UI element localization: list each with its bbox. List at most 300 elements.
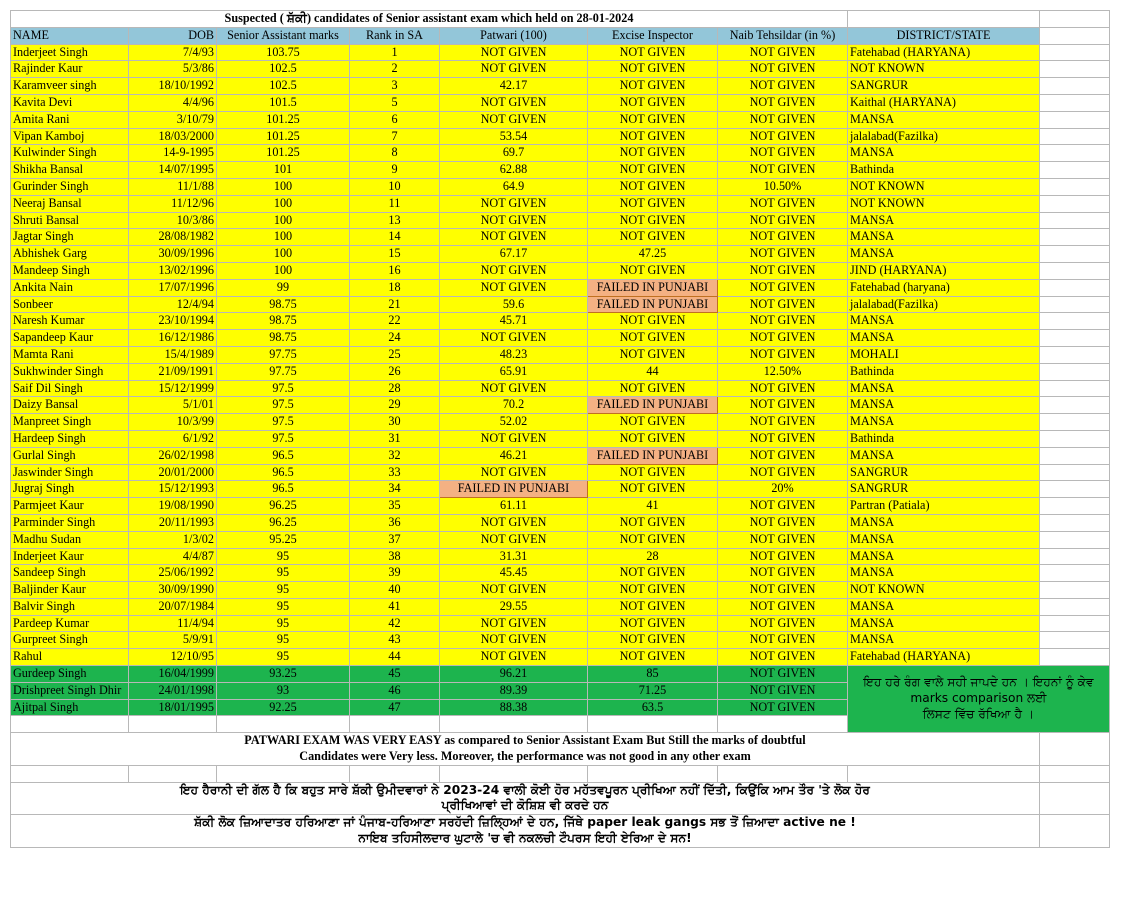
- empty-cell[interactable]: [1040, 162, 1110, 179]
- cell-rank[interactable]: 35: [350, 498, 440, 515]
- cell-district[interactable]: MANSA: [848, 632, 1040, 649]
- header-patwari[interactable]: Patwari (100): [440, 27, 588, 44]
- cell-rank[interactable]: 33: [350, 464, 440, 481]
- cell-name[interactable]: Sonbeer: [11, 296, 129, 313]
- empty-cell[interactable]: [440, 716, 588, 733]
- cell-rank[interactable]: 46: [350, 682, 440, 699]
- cell-excise[interactable]: NOT GIVEN: [588, 632, 718, 649]
- cell-name[interactable]: Jugraj Singh: [11, 481, 129, 498]
- cell-patwari[interactable]: NOT GIVEN: [440, 111, 588, 128]
- cell-sa-marks[interactable]: 95: [217, 615, 350, 632]
- header-excise[interactable]: Excise Inspector: [588, 27, 718, 44]
- cell-rank[interactable]: 11: [350, 195, 440, 212]
- empty-cell[interactable]: [1040, 44, 1110, 61]
- cell-district[interactable]: MANSA: [848, 111, 1040, 128]
- cell-name[interactable]: Ajitpal Singh: [11, 699, 129, 716]
- cell-naib-tehsildar[interactable]: 10.50%: [718, 178, 848, 195]
- cell-district[interactable]: Partran (Patiala): [848, 498, 1040, 515]
- cell-patwari[interactable]: NOT GIVEN: [440, 582, 588, 599]
- empty-cell[interactable]: [718, 716, 848, 733]
- empty-cell[interactable]: [129, 716, 217, 733]
- cell-rank[interactable]: 43: [350, 632, 440, 649]
- cell-naib-tehsildar[interactable]: NOT GIVEN: [718, 246, 848, 263]
- empty-cell[interactable]: [1040, 548, 1110, 565]
- cell-name[interactable]: Shruti Bansal: [11, 212, 129, 229]
- cell-patwari[interactable]: 65.91: [440, 363, 588, 380]
- cell-sa-marks[interactable]: 100: [217, 246, 350, 263]
- cell-sa-marks[interactable]: 101.25: [217, 128, 350, 145]
- cell-name[interactable]: Parminder Singh: [11, 514, 129, 531]
- cell-patwari[interactable]: NOT GIVEN: [440, 430, 588, 447]
- cell-sa-marks[interactable]: 97.75: [217, 346, 350, 363]
- header-sa-marks[interactable]: Senior Assistant marks: [217, 27, 350, 44]
- cell-district[interactable]: MANSA: [848, 313, 1040, 330]
- empty-cell[interactable]: [848, 765, 1040, 782]
- cell-rank[interactable]: 29: [350, 397, 440, 414]
- cell-rank[interactable]: 22: [350, 313, 440, 330]
- header-dob[interactable]: DOB: [129, 27, 217, 44]
- cell-district[interactable]: SANGRUR: [848, 481, 1040, 498]
- cell-naib-tehsildar[interactable]: NOT GIVEN: [718, 195, 848, 212]
- cell-patwari[interactable]: 46.21: [440, 447, 588, 464]
- cell-patwari[interactable]: 52.02: [440, 414, 588, 431]
- cell-district[interactable]: Fatehabad (HARYANA): [848, 649, 1040, 666]
- cell-dob[interactable]: 30/09/1990: [129, 582, 217, 599]
- cell-rank[interactable]: 13: [350, 212, 440, 229]
- cell-excise[interactable]: NOT GIVEN: [588, 330, 718, 347]
- empty-cell[interactable]: [1040, 296, 1110, 313]
- cell-dob[interactable]: 18/01/1995: [129, 699, 217, 716]
- cell-district[interactable]: NOT KNOWN: [848, 178, 1040, 195]
- cell-dob[interactable]: 12/4/94: [129, 296, 217, 313]
- cell-naib-tehsildar[interactable]: NOT GIVEN: [718, 145, 848, 162]
- cell-sa-marks[interactable]: 98.75: [217, 330, 350, 347]
- cell-sa-marks[interactable]: 99: [217, 279, 350, 296]
- cell-patwari[interactable]: NOT GIVEN: [440, 279, 588, 296]
- cell-district[interactable]: jalalabad(Fazilka): [848, 128, 1040, 145]
- empty-cell[interactable]: [1040, 464, 1110, 481]
- cell-name[interactable]: Gurdeep Singh: [11, 666, 129, 683]
- header-name[interactable]: NAME: [11, 27, 129, 44]
- cell-rank[interactable]: 5: [350, 94, 440, 111]
- cell-sa-marks[interactable]: 95: [217, 582, 350, 599]
- cell-name[interactable]: Hardeep Singh: [11, 430, 129, 447]
- cell-dob[interactable]: 11/1/88: [129, 178, 217, 195]
- cell-dob[interactable]: 7/4/93: [129, 44, 217, 61]
- cell-sa-marks[interactable]: 100: [217, 212, 350, 229]
- cell-district[interactable]: MANSA: [848, 615, 1040, 632]
- empty-cell[interactable]: [350, 716, 440, 733]
- cell-sa-marks[interactable]: 97.5: [217, 414, 350, 431]
- cell-patwari[interactable]: 45.45: [440, 565, 588, 582]
- cell-name[interactable]: Madhu Sudan: [11, 531, 129, 548]
- empty-cell[interactable]: [1040, 27, 1110, 44]
- cell-naib-tehsildar[interactable]: NOT GIVEN: [718, 279, 848, 296]
- cell-excise[interactable]: 71.25: [588, 682, 718, 699]
- cell-sa-marks[interactable]: 96.5: [217, 481, 350, 498]
- cell-rank[interactable]: 36: [350, 514, 440, 531]
- cell-dob[interactable]: 15/4/1989: [129, 346, 217, 363]
- cell-sa-marks[interactable]: 95: [217, 565, 350, 582]
- cell-district[interactable]: JIND (HARYANA): [848, 262, 1040, 279]
- cell-name[interactable]: Balvir Singh: [11, 598, 129, 615]
- cell-naib-tehsildar[interactable]: NOT GIVEN: [718, 330, 848, 347]
- cell-rank[interactable]: 25: [350, 346, 440, 363]
- cell-naib-tehsildar[interactable]: NOT GIVEN: [718, 94, 848, 111]
- empty-cell[interactable]: [440, 765, 588, 782]
- empty-cell[interactable]: [217, 765, 350, 782]
- cell-name[interactable]: Kavita Devi: [11, 94, 129, 111]
- cell-naib-tehsildar[interactable]: NOT GIVEN: [718, 498, 848, 515]
- cell-rank[interactable]: 26: [350, 363, 440, 380]
- cell-excise[interactable]: NOT GIVEN: [588, 649, 718, 666]
- empty-cell[interactable]: [1040, 514, 1110, 531]
- cell-patwari[interactable]: 48.23: [440, 346, 588, 363]
- cell-naib-tehsildar[interactable]: NOT GIVEN: [718, 380, 848, 397]
- cell-name[interactable]: Neeraj Bansal: [11, 195, 129, 212]
- empty-cell[interactable]: [1040, 11, 1110, 28]
- cell-naib-tehsildar[interactable]: NOT GIVEN: [718, 682, 848, 699]
- cell-sa-marks[interactable]: 96.5: [217, 447, 350, 464]
- cell-dob[interactable]: 16/12/1986: [129, 330, 217, 347]
- cell-district[interactable]: MANSA: [848, 246, 1040, 263]
- cell-district[interactable]: Bathinda: [848, 363, 1040, 380]
- cell-excise[interactable]: NOT GIVEN: [588, 313, 718, 330]
- cell-naib-tehsildar[interactable]: NOT GIVEN: [718, 598, 848, 615]
- cell-patwari[interactable]: 70.2: [440, 397, 588, 414]
- cell-dob[interactable]: 6/1/92: [129, 430, 217, 447]
- empty-cell[interactable]: [1040, 582, 1110, 599]
- empty-cell[interactable]: [1040, 815, 1110, 848]
- cell-name[interactable]: Karamveer singh: [11, 78, 129, 95]
- cell-patwari[interactable]: NOT GIVEN: [440, 649, 588, 666]
- empty-cell[interactable]: [1040, 430, 1110, 447]
- cell-naib-tehsildar[interactable]: NOT GIVEN: [718, 296, 848, 313]
- empty-cell[interactable]: [1040, 531, 1110, 548]
- cell-patwari[interactable]: 45.71: [440, 313, 588, 330]
- cell-name[interactable]: Rahul: [11, 649, 129, 666]
- cell-dob[interactable]: 19/08/1990: [129, 498, 217, 515]
- empty-cell[interactable]: [1040, 632, 1110, 649]
- cell-sa-marks[interactable]: 97.5: [217, 380, 350, 397]
- cell-naib-tehsildar[interactable]: NOT GIVEN: [718, 582, 848, 599]
- empty-cell[interactable]: [588, 716, 718, 733]
- cell-naib-tehsildar[interactable]: NOT GIVEN: [718, 514, 848, 531]
- cell-naib-tehsildar[interactable]: NOT GIVEN: [718, 78, 848, 95]
- cell-rank[interactable]: 45: [350, 666, 440, 683]
- cell-sa-marks[interactable]: 101.25: [217, 145, 350, 162]
- cell-rank[interactable]: 38: [350, 548, 440, 565]
- cell-dob[interactable]: 17/07/1996: [129, 279, 217, 296]
- cell-rank[interactable]: 39: [350, 565, 440, 582]
- cell-patwari[interactable]: 31.31: [440, 548, 588, 565]
- cell-sa-marks[interactable]: 96.25: [217, 514, 350, 531]
- cell-naib-tehsildar[interactable]: NOT GIVEN: [718, 414, 848, 431]
- cell-rank[interactable]: 44: [350, 649, 440, 666]
- empty-cell[interactable]: [1040, 397, 1110, 414]
- cell-district[interactable]: MANSA: [848, 548, 1040, 565]
- cell-name[interactable]: Mamta Rani: [11, 346, 129, 363]
- cell-dob[interactable]: 4/4/87: [129, 548, 217, 565]
- cell-patwari[interactable]: 88.38: [440, 699, 588, 716]
- empty-cell[interactable]: [1040, 615, 1110, 632]
- empty-cell[interactable]: [1040, 61, 1110, 78]
- cell-district[interactable]: MANSA: [848, 598, 1040, 615]
- cell-sa-marks[interactable]: 95: [217, 632, 350, 649]
- cell-district[interactable]: MANSA: [848, 514, 1040, 531]
- cell-district[interactable]: MANSA: [848, 447, 1040, 464]
- cell-patwari[interactable]: NOT GIVEN: [440, 632, 588, 649]
- cell-name[interactable]: Naresh Kumar: [11, 313, 129, 330]
- empty-cell[interactable]: [1040, 380, 1110, 397]
- cell-rank[interactable]: 14: [350, 229, 440, 246]
- cell-excise[interactable]: 85: [588, 666, 718, 683]
- header-naib-tehsildar[interactable]: Naib Tehsildar (in %): [718, 27, 848, 44]
- cell-excise[interactable]: NOT GIVEN: [588, 346, 718, 363]
- cell-dob[interactable]: 20/07/1984: [129, 598, 217, 615]
- cell-patwari[interactable]: 42.17: [440, 78, 588, 95]
- cell-excise[interactable]: NOT GIVEN: [588, 414, 718, 431]
- cell-excise[interactable]: FAILED IN PUNJABI: [588, 296, 718, 313]
- cell-patwari[interactable]: 96.21: [440, 666, 588, 683]
- cell-sa-marks[interactable]: 100: [217, 178, 350, 195]
- cell-sa-marks[interactable]: 100: [217, 262, 350, 279]
- cell-excise[interactable]: NOT GIVEN: [588, 195, 718, 212]
- cell-district[interactable]: MANSA: [848, 212, 1040, 229]
- cell-patwari[interactable]: NOT GIVEN: [440, 464, 588, 481]
- cell-district[interactable]: Bathinda: [848, 162, 1040, 179]
- cell-dob[interactable]: 25/06/1992: [129, 565, 217, 582]
- cell-patwari[interactable]: 62.88: [440, 162, 588, 179]
- cell-excise[interactable]: NOT GIVEN: [588, 481, 718, 498]
- cell-excise[interactable]: NOT GIVEN: [588, 94, 718, 111]
- cell-dob[interactable]: 1/3/02: [129, 531, 217, 548]
- cell-district[interactable]: NOT KNOWN: [848, 582, 1040, 599]
- cell-dob[interactable]: 18/10/1992: [129, 78, 217, 95]
- cell-rank[interactable]: 2: [350, 61, 440, 78]
- cell-name[interactable]: Daizy Bansal: [11, 397, 129, 414]
- cell-name[interactable]: Sandeep Singh: [11, 565, 129, 582]
- cell-name[interactable]: Jagtar Singh: [11, 229, 129, 246]
- cell-sa-marks[interactable]: 95.25: [217, 531, 350, 548]
- empty-cell[interactable]: [1040, 212, 1110, 229]
- cell-patwari[interactable]: NOT GIVEN: [440, 94, 588, 111]
- cell-excise[interactable]: NOT GIVEN: [588, 582, 718, 599]
- cell-patwari[interactable]: 67.17: [440, 246, 588, 263]
- cell-excise[interactable]: NOT GIVEN: [588, 61, 718, 78]
- cell-sa-marks[interactable]: 98.75: [217, 296, 350, 313]
- cell-excise[interactable]: NOT GIVEN: [588, 380, 718, 397]
- cell-naib-tehsildar[interactable]: NOT GIVEN: [718, 262, 848, 279]
- empty-cell[interactable]: [588, 765, 718, 782]
- empty-cell[interactable]: [1040, 565, 1110, 582]
- cell-district[interactable]: MANSA: [848, 229, 1040, 246]
- cell-dob[interactable]: 18/03/2000: [129, 128, 217, 145]
- cell-dob[interactable]: 26/02/1998: [129, 447, 217, 464]
- cell-name[interactable]: Drishpreet Singh Dhir: [11, 682, 129, 699]
- cell-sa-marks[interactable]: 95: [217, 598, 350, 615]
- cell-excise[interactable]: 44: [588, 363, 718, 380]
- cell-sa-marks[interactable]: 96.25: [217, 498, 350, 515]
- cell-name[interactable]: Saif Dil Singh: [11, 380, 129, 397]
- cell-patwari[interactable]: 53.54: [440, 128, 588, 145]
- cell-rank[interactable]: 42: [350, 615, 440, 632]
- empty-cell[interactable]: [1040, 733, 1110, 766]
- cell-sa-marks[interactable]: 96.5: [217, 464, 350, 481]
- cell-district[interactable]: MANSA: [848, 380, 1040, 397]
- cell-rank[interactable]: 7: [350, 128, 440, 145]
- cell-district[interactable]: MANSA: [848, 397, 1040, 414]
- cell-dob[interactable]: 16/04/1999: [129, 666, 217, 683]
- cell-dob[interactable]: 15/12/1993: [129, 481, 217, 498]
- cell-sa-marks[interactable]: 93.25: [217, 666, 350, 683]
- cell-excise[interactable]: NOT GIVEN: [588, 531, 718, 548]
- cell-excise[interactable]: 28: [588, 548, 718, 565]
- cell-dob[interactable]: 28/08/1982: [129, 229, 217, 246]
- cell-rank[interactable]: 6: [350, 111, 440, 128]
- cell-excise[interactable]: FAILED IN PUNJABI: [588, 397, 718, 414]
- empty-cell[interactable]: [1040, 649, 1110, 666]
- cell-dob[interactable]: 5/9/91: [129, 632, 217, 649]
- cell-excise[interactable]: NOT GIVEN: [588, 430, 718, 447]
- cell-sa-marks[interactable]: 92.25: [217, 699, 350, 716]
- empty-cell[interactable]: [1040, 346, 1110, 363]
- cell-sa-marks[interactable]: 97.5: [217, 397, 350, 414]
- empty-cell[interactable]: [350, 765, 440, 782]
- empty-cell[interactable]: [1040, 313, 1110, 330]
- empty-cell[interactable]: [1040, 246, 1110, 263]
- cell-district[interactable]: NOT KNOWN: [848, 195, 1040, 212]
- cell-sa-marks[interactable]: 97.5: [217, 430, 350, 447]
- empty-cell[interactable]: [11, 765, 129, 782]
- cell-rank[interactable]: 16: [350, 262, 440, 279]
- empty-cell[interactable]: [11, 716, 129, 733]
- cell-excise[interactable]: NOT GIVEN: [588, 111, 718, 128]
- cell-rank[interactable]: 15: [350, 246, 440, 263]
- cell-sa-marks[interactable]: 97.75: [217, 363, 350, 380]
- cell-district[interactable]: Fatehabad (HARYANA): [848, 44, 1040, 61]
- cell-naib-tehsildar[interactable]: NOT GIVEN: [718, 632, 848, 649]
- cell-name[interactable]: Mandeep Singh: [11, 262, 129, 279]
- cell-district[interactable]: SANGRUR: [848, 78, 1040, 95]
- cell-patwari[interactable]: NOT GIVEN: [440, 531, 588, 548]
- cell-naib-tehsildar[interactable]: NOT GIVEN: [718, 548, 848, 565]
- cell-dob[interactable]: 23/10/1994: [129, 313, 217, 330]
- cell-naib-tehsildar[interactable]: NOT GIVEN: [718, 666, 848, 683]
- cell-patwari[interactable]: NOT GIVEN: [440, 195, 588, 212]
- cell-patwari[interactable]: NOT GIVEN: [440, 229, 588, 246]
- cell-excise[interactable]: NOT GIVEN: [588, 145, 718, 162]
- cell-district[interactable]: MANSA: [848, 531, 1040, 548]
- cell-sa-marks[interactable]: 95: [217, 649, 350, 666]
- cell-excise[interactable]: NOT GIVEN: [588, 615, 718, 632]
- cell-excise[interactable]: NOT GIVEN: [588, 162, 718, 179]
- cell-dob[interactable]: 5/1/01: [129, 397, 217, 414]
- cell-naib-tehsildar[interactable]: NOT GIVEN: [718, 464, 848, 481]
- cell-sa-marks[interactable]: 101.25: [217, 111, 350, 128]
- cell-rank[interactable]: 34: [350, 481, 440, 498]
- cell-district[interactable]: Bathinda: [848, 430, 1040, 447]
- cell-rank[interactable]: 21: [350, 296, 440, 313]
- empty-cell[interactable]: [1040, 330, 1110, 347]
- empty-cell[interactable]: [1040, 94, 1110, 111]
- empty-cell[interactable]: [1040, 128, 1110, 145]
- cell-dob[interactable]: 5/3/86: [129, 61, 217, 78]
- cell-name[interactable]: Parmjeet Kaur: [11, 498, 129, 515]
- cell-naib-tehsildar[interactable]: NOT GIVEN: [718, 346, 848, 363]
- cell-dob[interactable]: 11/12/96: [129, 195, 217, 212]
- cell-naib-tehsildar[interactable]: NOT GIVEN: [718, 430, 848, 447]
- cell-name[interactable]: Inderjeet Kaur: [11, 548, 129, 565]
- cell-patwari[interactable]: 61.11: [440, 498, 588, 515]
- cell-sa-marks[interactable]: 95: [217, 548, 350, 565]
- empty-cell[interactable]: [1040, 765, 1110, 782]
- cell-name[interactable]: Inderjeet Singh: [11, 44, 129, 61]
- cell-naib-tehsildar[interactable]: NOT GIVEN: [718, 229, 848, 246]
- cell-sa-marks[interactable]: 100: [217, 195, 350, 212]
- cell-excise[interactable]: NOT GIVEN: [588, 78, 718, 95]
- cell-dob[interactable]: 12/10/95: [129, 649, 217, 666]
- empty-cell[interactable]: [1040, 447, 1110, 464]
- cell-naib-tehsildar[interactable]: NOT GIVEN: [718, 699, 848, 716]
- cell-district[interactable]: MANSA: [848, 330, 1040, 347]
- cell-dob[interactable]: 14-9-1995: [129, 145, 217, 162]
- header-rank[interactable]: Rank in SA: [350, 27, 440, 44]
- cell-excise[interactable]: NOT GIVEN: [588, 128, 718, 145]
- cell-naib-tehsildar[interactable]: NOT GIVEN: [718, 531, 848, 548]
- cell-naib-tehsildar[interactable]: 12.50%: [718, 363, 848, 380]
- cell-name[interactable]: Abhishek Garg: [11, 246, 129, 263]
- cell-sa-marks[interactable]: 100: [217, 229, 350, 246]
- cell-naib-tehsildar[interactable]: NOT GIVEN: [718, 447, 848, 464]
- cell-rank[interactable]: 24: [350, 330, 440, 347]
- cell-patwari[interactable]: NOT GIVEN: [440, 514, 588, 531]
- cell-patwari[interactable]: FAILED IN PUNJABI: [440, 481, 588, 498]
- empty-cell[interactable]: [1040, 481, 1110, 498]
- cell-patwari[interactable]: NOT GIVEN: [440, 61, 588, 78]
- cell-name[interactable]: Manpreet Singh: [11, 414, 129, 431]
- cell-district[interactable]: NOT KNOWN: [848, 61, 1040, 78]
- cell-rank[interactable]: 1: [350, 44, 440, 61]
- cell-rank[interactable]: 37: [350, 531, 440, 548]
- cell-rank[interactable]: 18: [350, 279, 440, 296]
- cell-patwari[interactable]: NOT GIVEN: [440, 330, 588, 347]
- cell-name[interactable]: Sapandeep Kaur: [11, 330, 129, 347]
- cell-sa-marks[interactable]: 103.75: [217, 44, 350, 61]
- empty-cell[interactable]: [1040, 195, 1110, 212]
- cell-rank[interactable]: 28: [350, 380, 440, 397]
- cell-district[interactable]: MOHALI: [848, 346, 1040, 363]
- empty-cell[interactable]: [1040, 498, 1110, 515]
- cell-excise[interactable]: NOT GIVEN: [588, 229, 718, 246]
- cell-name[interactable]: Gurpreet Singh: [11, 632, 129, 649]
- cell-excise[interactable]: FAILED IN PUNJABI: [588, 279, 718, 296]
- cell-district[interactable]: Kaithal (HARYANA): [848, 94, 1040, 111]
- empty-cell[interactable]: [217, 716, 350, 733]
- cell-dob[interactable]: 14/07/1995: [129, 162, 217, 179]
- cell-sa-marks[interactable]: 101.5: [217, 94, 350, 111]
- empty-cell[interactable]: [1040, 178, 1110, 195]
- cell-dob[interactable]: 30/09/1996: [129, 246, 217, 263]
- cell-dob[interactable]: 4/4/96: [129, 94, 217, 111]
- cell-naib-tehsildar[interactable]: NOT GIVEN: [718, 397, 848, 414]
- empty-cell[interactable]: [1040, 262, 1110, 279]
- cell-name[interactable]: Shikha Bansal: [11, 162, 129, 179]
- empty-cell[interactable]: [1040, 414, 1110, 431]
- cell-naib-tehsildar[interactable]: NOT GIVEN: [718, 61, 848, 78]
- cell-district[interactable]: jalalabad(Fazilka): [848, 296, 1040, 313]
- cell-naib-tehsildar[interactable]: 20%: [718, 481, 848, 498]
